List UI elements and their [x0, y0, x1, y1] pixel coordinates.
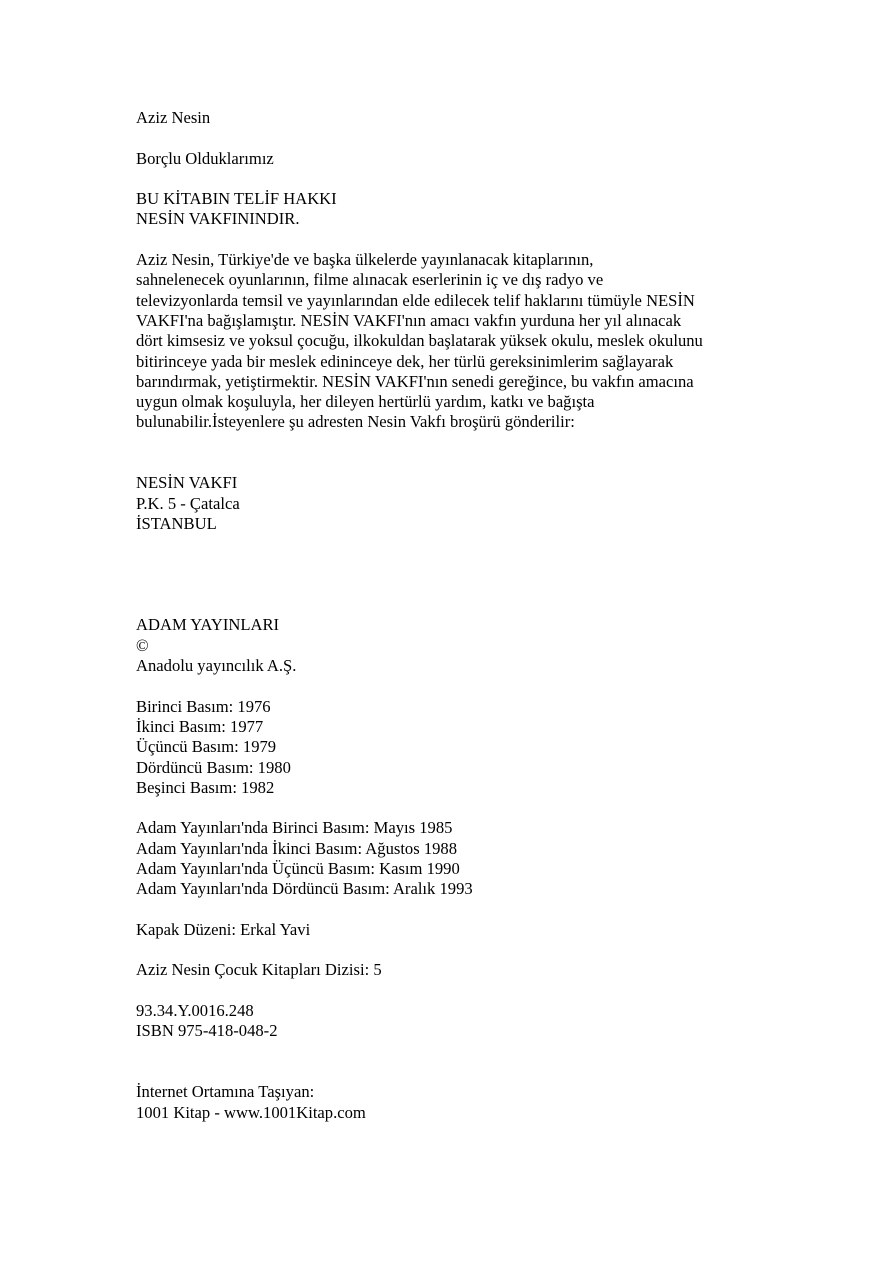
book-title: Borçlu Olduklarımız [136, 148, 274, 168]
book-identifiers: 93.34.Y.0016.248 ISBN 975-418-048-2 [136, 1001, 278, 1041]
publisher-info: ADAM YAYINLARI © Anadolu yayıncılık A.Ş. [136, 615, 297, 676]
digitization-credit: İnternet Ortamına Taşıyan: 1001 Kitap - www.1001Kitap.com [136, 1082, 366, 1122]
foundation-paragraph: Aziz Nesin, Türkiye'de ve başka ülkelerde yayınlanacak kitaplarının, sahnelenecek oyunlarının, filme alınacak eserlerinin iç ve dış radyo ve televizyonlarda temsil ve yayınlarından elde edilecek telif haklarını tümüyle NESİN VAKFI'na bağışlamıştır. NESİN VAKFI'nın amacı vakfın yurduna her yıl alınacak dört kimsesiz ve yoksul çocuğu, ilkokuldan başlatarak yüksek okulu, meslek okulunu bitirinceye yada bir meslek edininceye dek, her türlü gereksinimlerim sağlayarak barındırmak, yetiştirmektir. NESİN VAKFI'nın senedi gereğince, bu vakfın amacına uygun olmak koşuluyla, her dileyen hertürlü yardım, katkı ve bağışta bulunabilir.İsteyenlere şu adresten Nesin Vakfı broşürü gönderilir: [136, 250, 703, 432]
cover-design-credit: Kapak Düzeni: Erkal Yavi [136, 919, 311, 939]
series-info: Aziz Nesin Çocuk Kitapları Dizisi: 5 [136, 960, 382, 980]
document-page [136, 108, 776, 1123]
copyright-notice: BU KİTABIN TELİF HAKKI NESİN VAKFININDIR. [136, 189, 337, 229]
edition-list: Birinci Basım: 1976 İkinci Basım: 1977 Üçüncü Basım: 1979 Dördüncü Basım: 1980 Beşinci Basım: 1982 [136, 696, 291, 797]
adam-edition-list: Adam Yayınları'nda Birinci Basım: Mayıs 1985 Adam Yayınları'nda İkinci Basım: Ağustos 1988 Adam Yayınları'nda Üçüncü Basım: Kasım 1990 Adam Yayınları'nda Dördüncü Basım: Aralık 1993 [136, 818, 473, 899]
foundation-address: NESİN VAKFI P.K. 5 - Çatalca İSTANBUL [136, 473, 240, 533]
author-name: Aziz Nesin [136, 108, 211, 127]
